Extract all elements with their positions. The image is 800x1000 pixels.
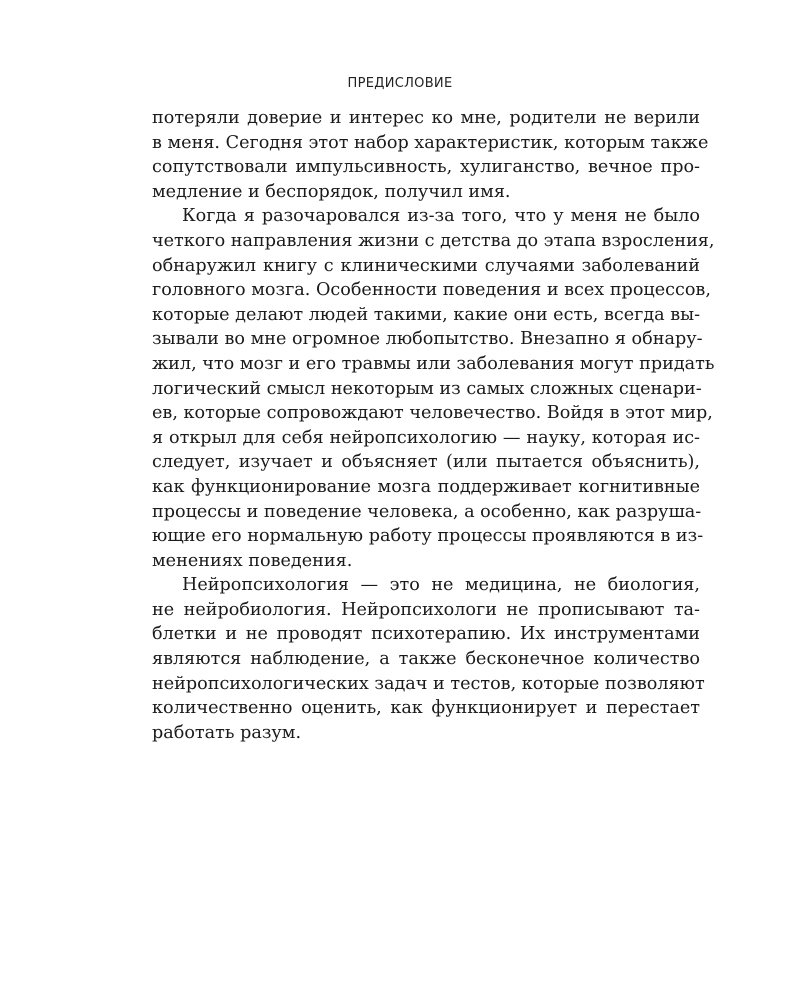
text-line: как функционирование мозга поддерживает когнитивные [152, 476, 700, 497]
text-line: головного мозга. Особенности поведения и всех процессов, [152, 280, 711, 301]
text-line: процессы и поведение человека, а особенно, как разруша- [152, 501, 702, 522]
text-line: менениях поведения. [152, 550, 353, 571]
text-line: следует, изучает и объясняет (или пытается объяснить), [152, 452, 700, 473]
paragraph-3 [152, 573, 705, 745]
text-line: зывали во мне огромное любопытство. Внезапно я обнару- [152, 329, 703, 350]
text-line: Нейропсихология — это не медицина, не биология, [182, 575, 700, 596]
text-line: количественно оценить, как функционирует и перестает [152, 698, 700, 719]
text-line: работать разум. [152, 722, 302, 743]
running-head: ПРЕДИСЛОВИЕ [347, 76, 453, 91]
text-line: я открыл для себя нейропсихологию — науку, которая ис- [152, 427, 700, 448]
text-line: которые делают людей такими, какие они есть, всегда вы- [152, 304, 701, 325]
text-line: блетки и не проводят психотерапию. Их инструментами [152, 624, 700, 645]
body-text [152, 106, 715, 745]
text-line: сопутствовали импульсивность, хулиганство, вечное про- [152, 157, 700, 178]
text-line: обнаружил книгу с клиническими случаями заболеваний [152, 255, 700, 276]
text-line: являются наблюдение, а также бесконечное количество [152, 649, 700, 670]
text-line: Когда я разочаровался из-за того, что у меня не было [182, 206, 700, 227]
paragraph-2 [152, 204, 715, 573]
text-line: логический смысл некоторым из самых сложных сценари- [152, 378, 702, 399]
text-line: не нейробиология. Нейропсихологи не прописывают та- [152, 599, 700, 620]
text-line: четкого направления жизни с детства до этапа взросления, [152, 230, 715, 251]
text-line: в меня. Сегодня этот набор характеристик, которым также [152, 132, 709, 153]
text-line: ев, которые сопровождают человечество. Войдя в этот мир, [152, 403, 713, 424]
text-line: жил, что мозг и его травмы или заболевания могут придать [152, 353, 715, 374]
text-line: ющие его нормальную работу процессы проявляются в из- [152, 526, 704, 547]
text-line: нейропсихологических задач и тестов, которые позволяют [152, 673, 705, 694]
text-line: потеряли доверие и интерес ко мне, родители не верили [152, 108, 700, 128]
text-line: медление и беспорядок, получил имя. [152, 181, 511, 202]
paragraph-1 [152, 106, 709, 204]
